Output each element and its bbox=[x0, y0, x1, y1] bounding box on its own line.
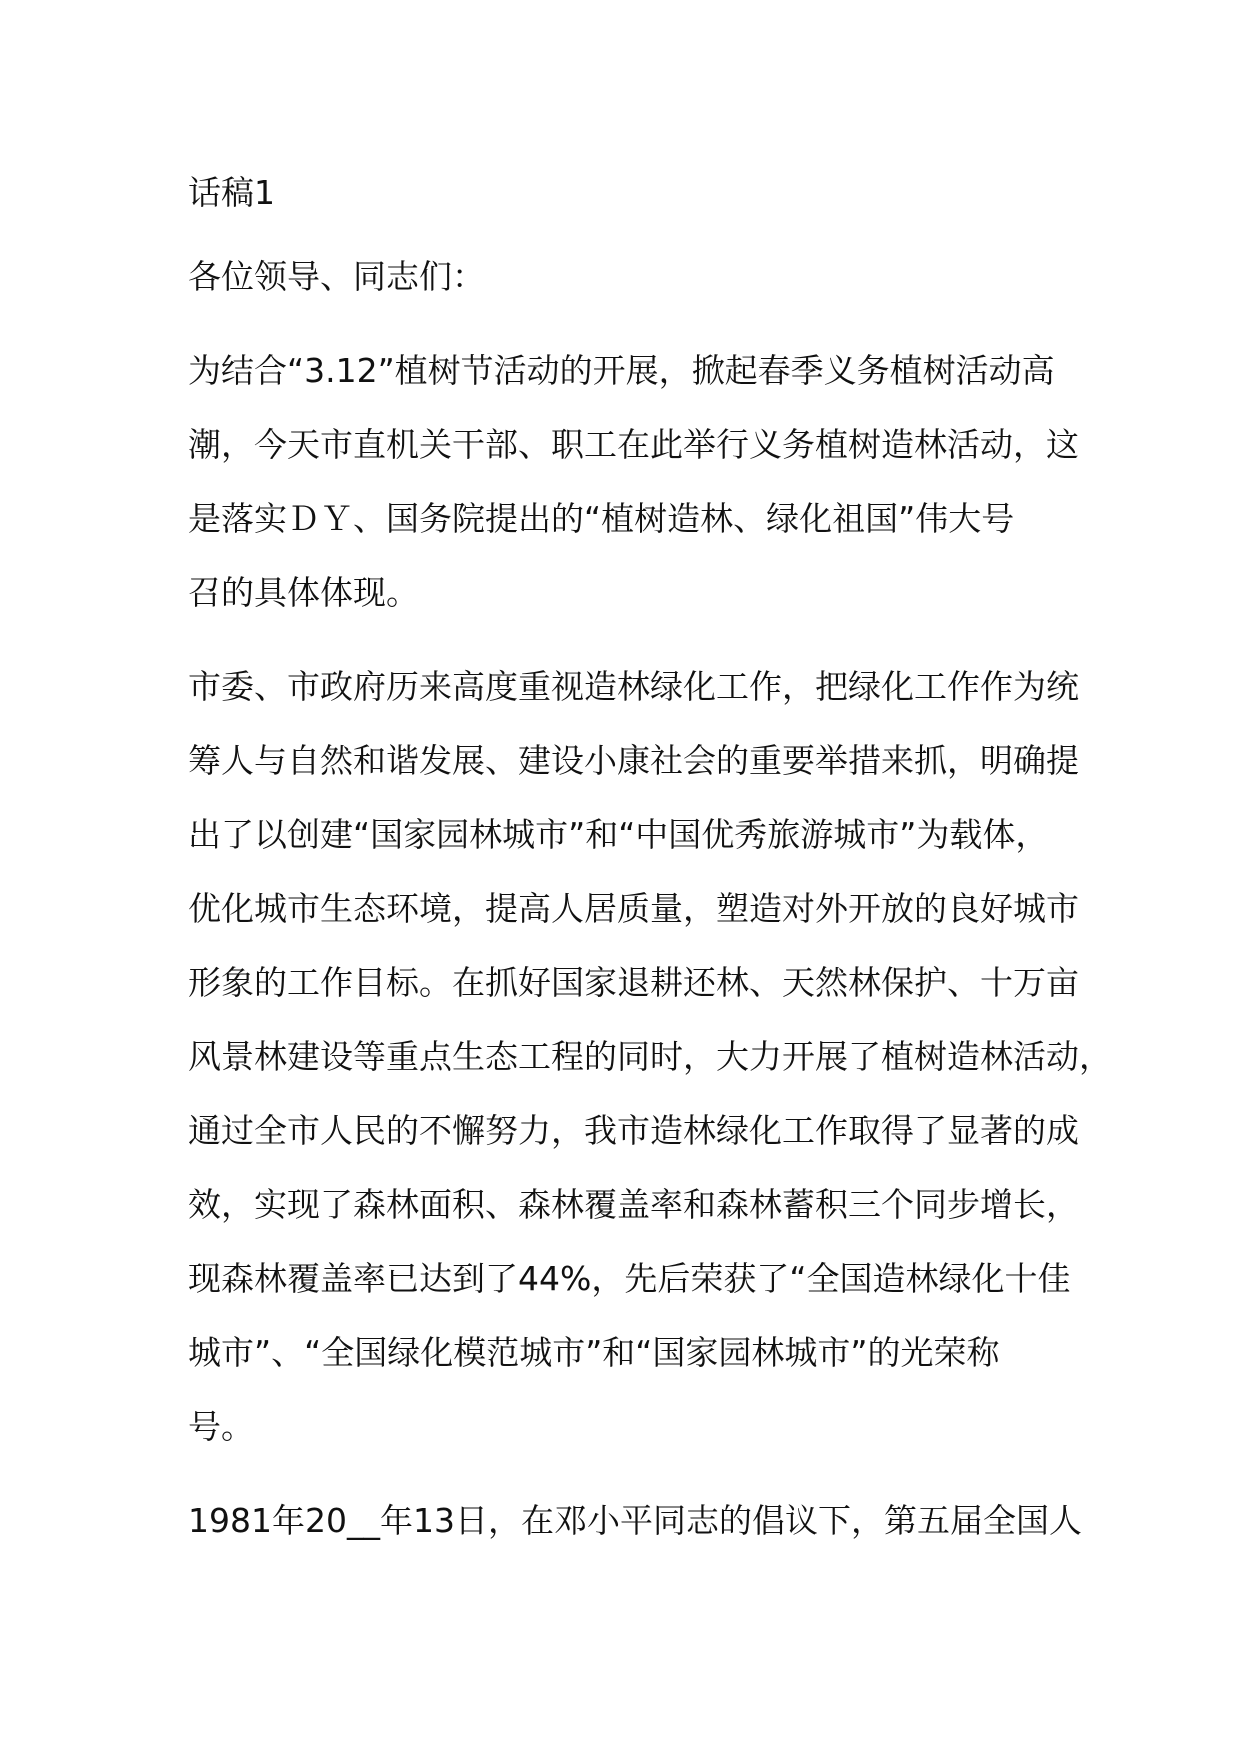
paragraph-2-line-5: 形象的工作目标。在抓好国家退耕还林、天然林保护、十万亩 bbox=[188, 963, 1079, 1002]
paragraph-2-line-9: 现森林覆盖率已达到了44%，先后荣获了“全国造林绿化十佳 bbox=[188, 1259, 1071, 1298]
paragraph-2-line-11: 号。 bbox=[188, 1407, 254, 1446]
document-body bbox=[188, 168, 1112, 1558]
paragraph-1-line-3: 是落实ＤＹ、国务院提出的“植树造林、绿化祖国”伟大号 bbox=[188, 499, 1015, 538]
greeting-text: 各位领导、同志们： bbox=[188, 257, 485, 296]
paragraph-2-line-2: 筹人与自然和谐发展、建设小康社会的重要举措来抓，明确提 bbox=[188, 741, 1079, 780]
paragraph-2-line-7: 通过全市人民的不懈努力，我市造林绿化工作取得了显著的成 bbox=[188, 1111, 1079, 1150]
paragraph-2-line-10: 城市”、“全国绿化模范城市”和“国家园林城市”的光荣称 bbox=[188, 1333, 1000, 1372]
paragraph-2-line-8: 效，实现了森林面积、森林覆盖率和森林蓄积三个同步增长， bbox=[188, 1185, 1079, 1224]
paragraph-1-line-2: 潮，今天市直机关干部、职工在此举行义务植树造林活动，这 bbox=[188, 425, 1079, 464]
paragraph-2 bbox=[188, 650, 1112, 1464]
paragraph-2-line-1: 市委、市政府历来高度重视造林绿化工作，把绿化工作作为统 bbox=[188, 667, 1079, 706]
document-heading: 话稿1 bbox=[188, 173, 275, 212]
greeting-line bbox=[188, 240, 1088, 314]
paragraph-1 bbox=[188, 334, 1088, 630]
paragraph-3-line-1: 1981年20__年13日，在邓小平同志的倡议下，第五届全国人 bbox=[188, 1501, 1082, 1540]
paragraph-1-line-1: 为结合“3.12”植树节活动的开展，掀起春季义务植树活动高 bbox=[188, 351, 1055, 390]
paragraph-3 bbox=[188, 1484, 1088, 1558]
paragraph-2-line-3: 出了以创建“国家园林城市”和“中国优秀旅游城市”为载体， bbox=[188, 815, 1049, 854]
paragraph-1-line-4: 召的具体体现。 bbox=[188, 573, 419, 612]
paragraph-2-line-6: 风景林建设等重点生态工程的同时，大力开展了植树造林活动， bbox=[188, 1037, 1112, 1076]
paragraph-2-line-4: 优化城市生态环境，提高人居质量，塑造对外开放的良好城市 bbox=[188, 889, 1079, 928]
